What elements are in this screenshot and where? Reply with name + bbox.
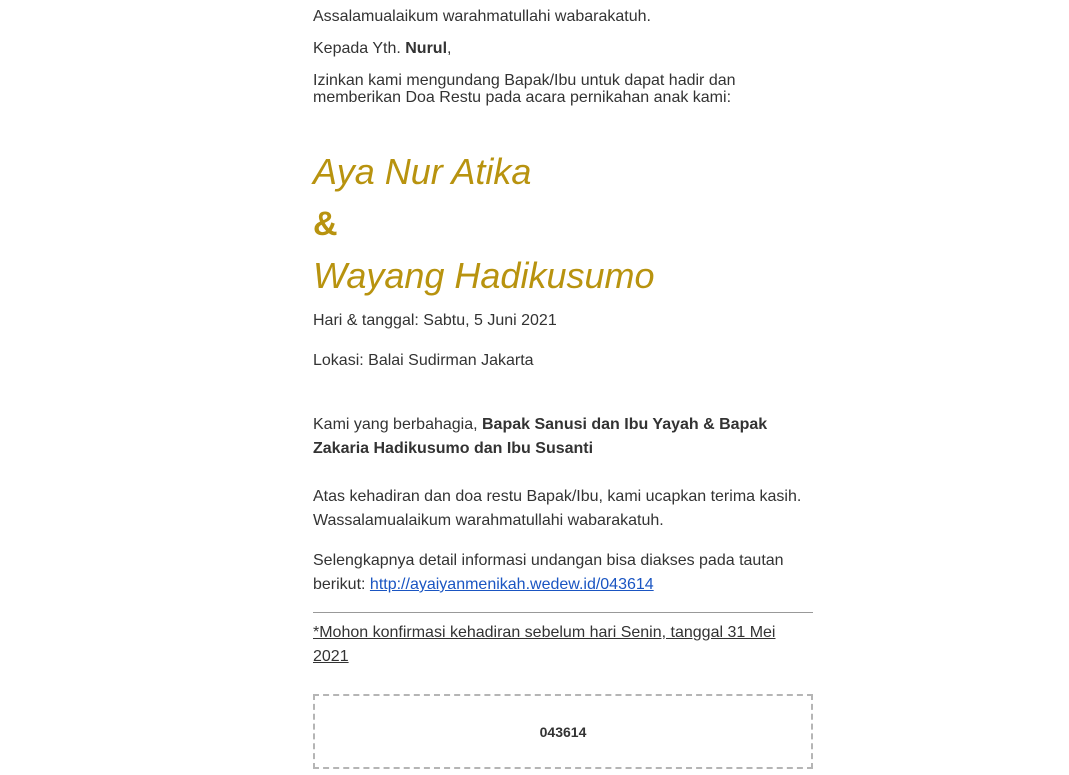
farewell-text: Wassalamualaikum warahmatullahi wabarakatuh.: [313, 512, 664, 529]
addressee-name: Nurul: [405, 40, 448, 57]
groom-name: Wayang Hadikusumo: [313, 255, 655, 296]
divider: [313, 612, 813, 613]
addressee-line: [313, 37, 451, 61]
family-prefix: Kami yang berbahagia,: [313, 416, 482, 433]
invitation-link[interactable]: http://ayaiyanmenikah.wedew.id/043614: [369, 576, 654, 593]
thanks-text: Atas kehadiran dan doa restu Bapak/Ibu, kami ucapkan terima kasih.: [313, 488, 802, 505]
invitation-code-box: [313, 694, 813, 769]
bride-name: Aya Nur Atika: [313, 151, 532, 192]
detail-text: Selengkapnya detail informasi undangan bisa diakses pada tautan berikut:: [313, 552, 784, 593]
confirmation-note: *Mohon konfirmasi kehadiran sebelum hari Senin, tanggal 31 Mei 2021: [313, 624, 776, 665]
addressee-prefix: Kepada Yth.: [313, 40, 406, 57]
closing-block: [313, 485, 813, 533]
addressee-suffix: ,: [447, 40, 452, 57]
invitation-code: 043614: [539, 723, 587, 740]
greeting-text: Assalamualaikum warahmatullahi wabarakatuh.: [313, 8, 651, 25]
ampersand: &: [313, 205, 338, 243]
intro-text: Izinkan kami mengundang Bapak/Ibu untuk dapat hadir dan memberikan Doa Restu pada acara pernikahan anak kami:: [313, 72, 736, 106]
family-line: [313, 413, 793, 461]
couple-names: [313, 146, 655, 302]
event-location: Lokasi: Balai Sudirman Jakarta: [313, 352, 534, 369]
detail-line: [313, 549, 813, 597]
event-date: Hari & tanggal: Sabtu, 5 Juni 2021: [313, 312, 557, 329]
family-names: Bapak Sanusi dan Ibu Yayah & Bapak Zakaria Hadikusumo dan Ibu Susanti: [313, 416, 768, 457]
